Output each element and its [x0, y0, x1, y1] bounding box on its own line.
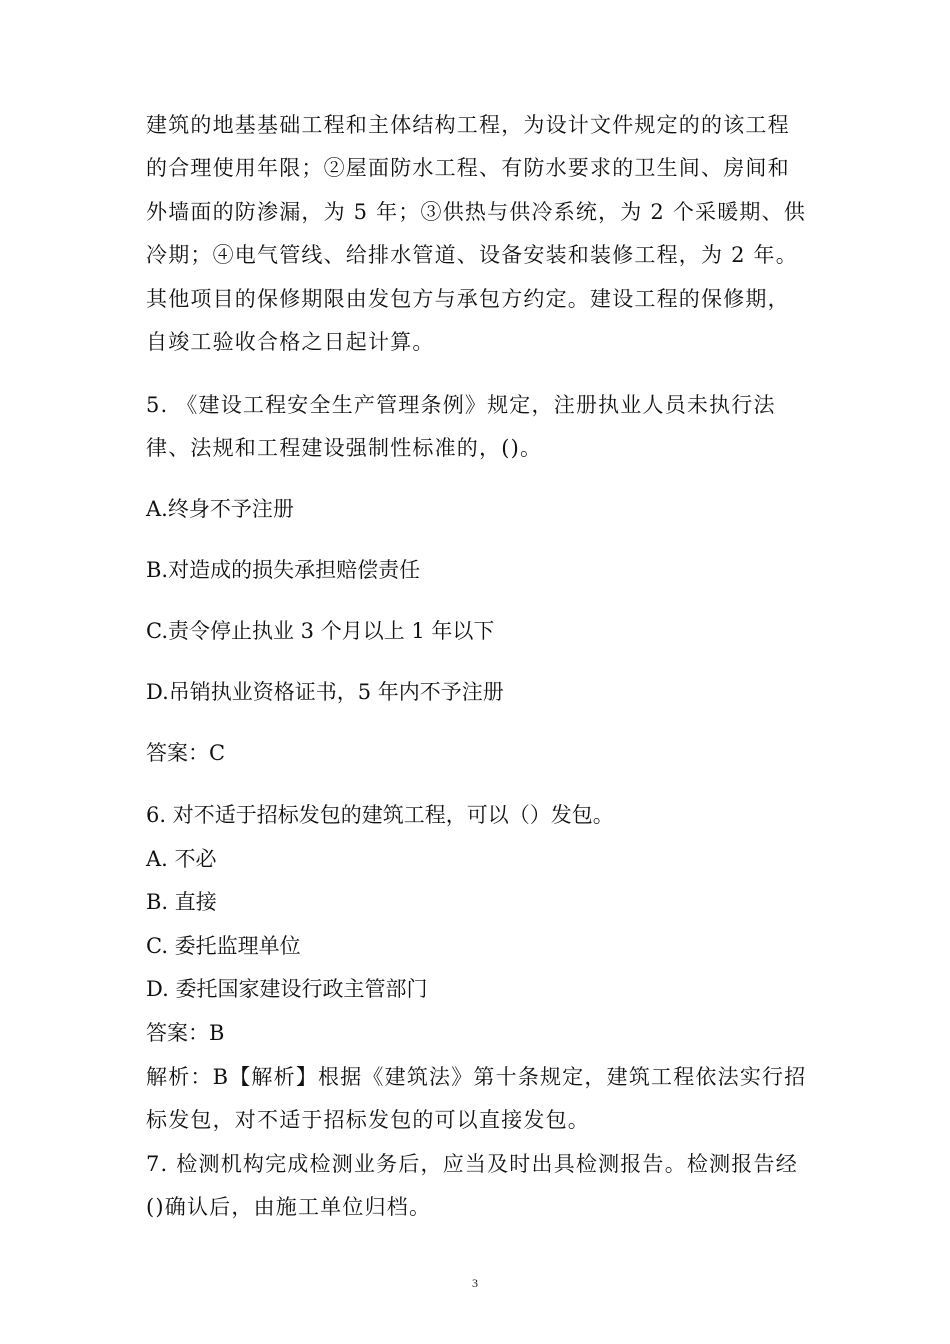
question-5-stem: 律、法规和工程建设强制性标准的，()。 [146, 436, 543, 460]
question-5-option-c: C.责令停止执业 3 个月以上 1 年以下 [146, 619, 495, 643]
paragraph-line: 的合理使用年限；②屋面防水工程、有防水要求的卫生间、房间和 [146, 156, 790, 180]
question-5-option-d: D.吊销执业资格证书，5 年内不予注册 [146, 680, 504, 704]
question-5-option-b: B.对造成的损失承担赔偿责任 [146, 558, 421, 582]
question-6-stem: 6. 对不适于招标发包的建筑工程，可以（）发包。 [146, 803, 614, 827]
page-number: 3 [472, 1276, 478, 1290]
question-5-stem: 5. 《建设工程安全生产管理条例》规定，注册执业人员未执行法 [146, 393, 776, 417]
question-6-analysis: 标发包，对不适于招标发包的可以直接发包。 [146, 1108, 590, 1132]
question-6-answer: 答案：B [146, 1021, 225, 1045]
question-6-analysis: 解析：B【解析】根据《建筑法》第十条规定，建筑工程依法实行招 [146, 1065, 807, 1089]
question-7-stem: ()确认后，由施工单位归档。 [146, 1195, 432, 1219]
paragraph-line: 自竣工验收合格之日起计算。 [146, 330, 435, 354]
question-7-stem: 7. 检测机构完成检测业务后，应当及时出具检测报告。检测报告经 [146, 1152, 798, 1176]
question-6-option-d: D. 委托国家建设行政主管部门 [146, 977, 428, 1001]
question-6-option-c: C. 委托监理单位 [146, 934, 301, 958]
question-6-option-b: B. 直接 [146, 890, 217, 914]
paragraph-line: 建筑的地基基础工程和主体结构工程，为设计文件规定的的该工程 [146, 113, 790, 137]
paragraph-line: 外墙面的防渗漏，为 5 年；③供热与供冷系统，为 2 个采暖期、供 [146, 200, 807, 224]
question-5-option-a: A.终身不予注册 [146, 497, 294, 521]
question-5-answer: 答案：C [146, 741, 226, 765]
paragraph-line: 其他项目的保修期限由发包方与承包方约定。建设工程的保修期， [146, 287, 790, 311]
paragraph-line: 冷期；④电气管线、给排水管道、设备安装和装修工程，为 2 年。 [146, 243, 798, 267]
question-6-option-a: A. 不必 [146, 847, 217, 871]
